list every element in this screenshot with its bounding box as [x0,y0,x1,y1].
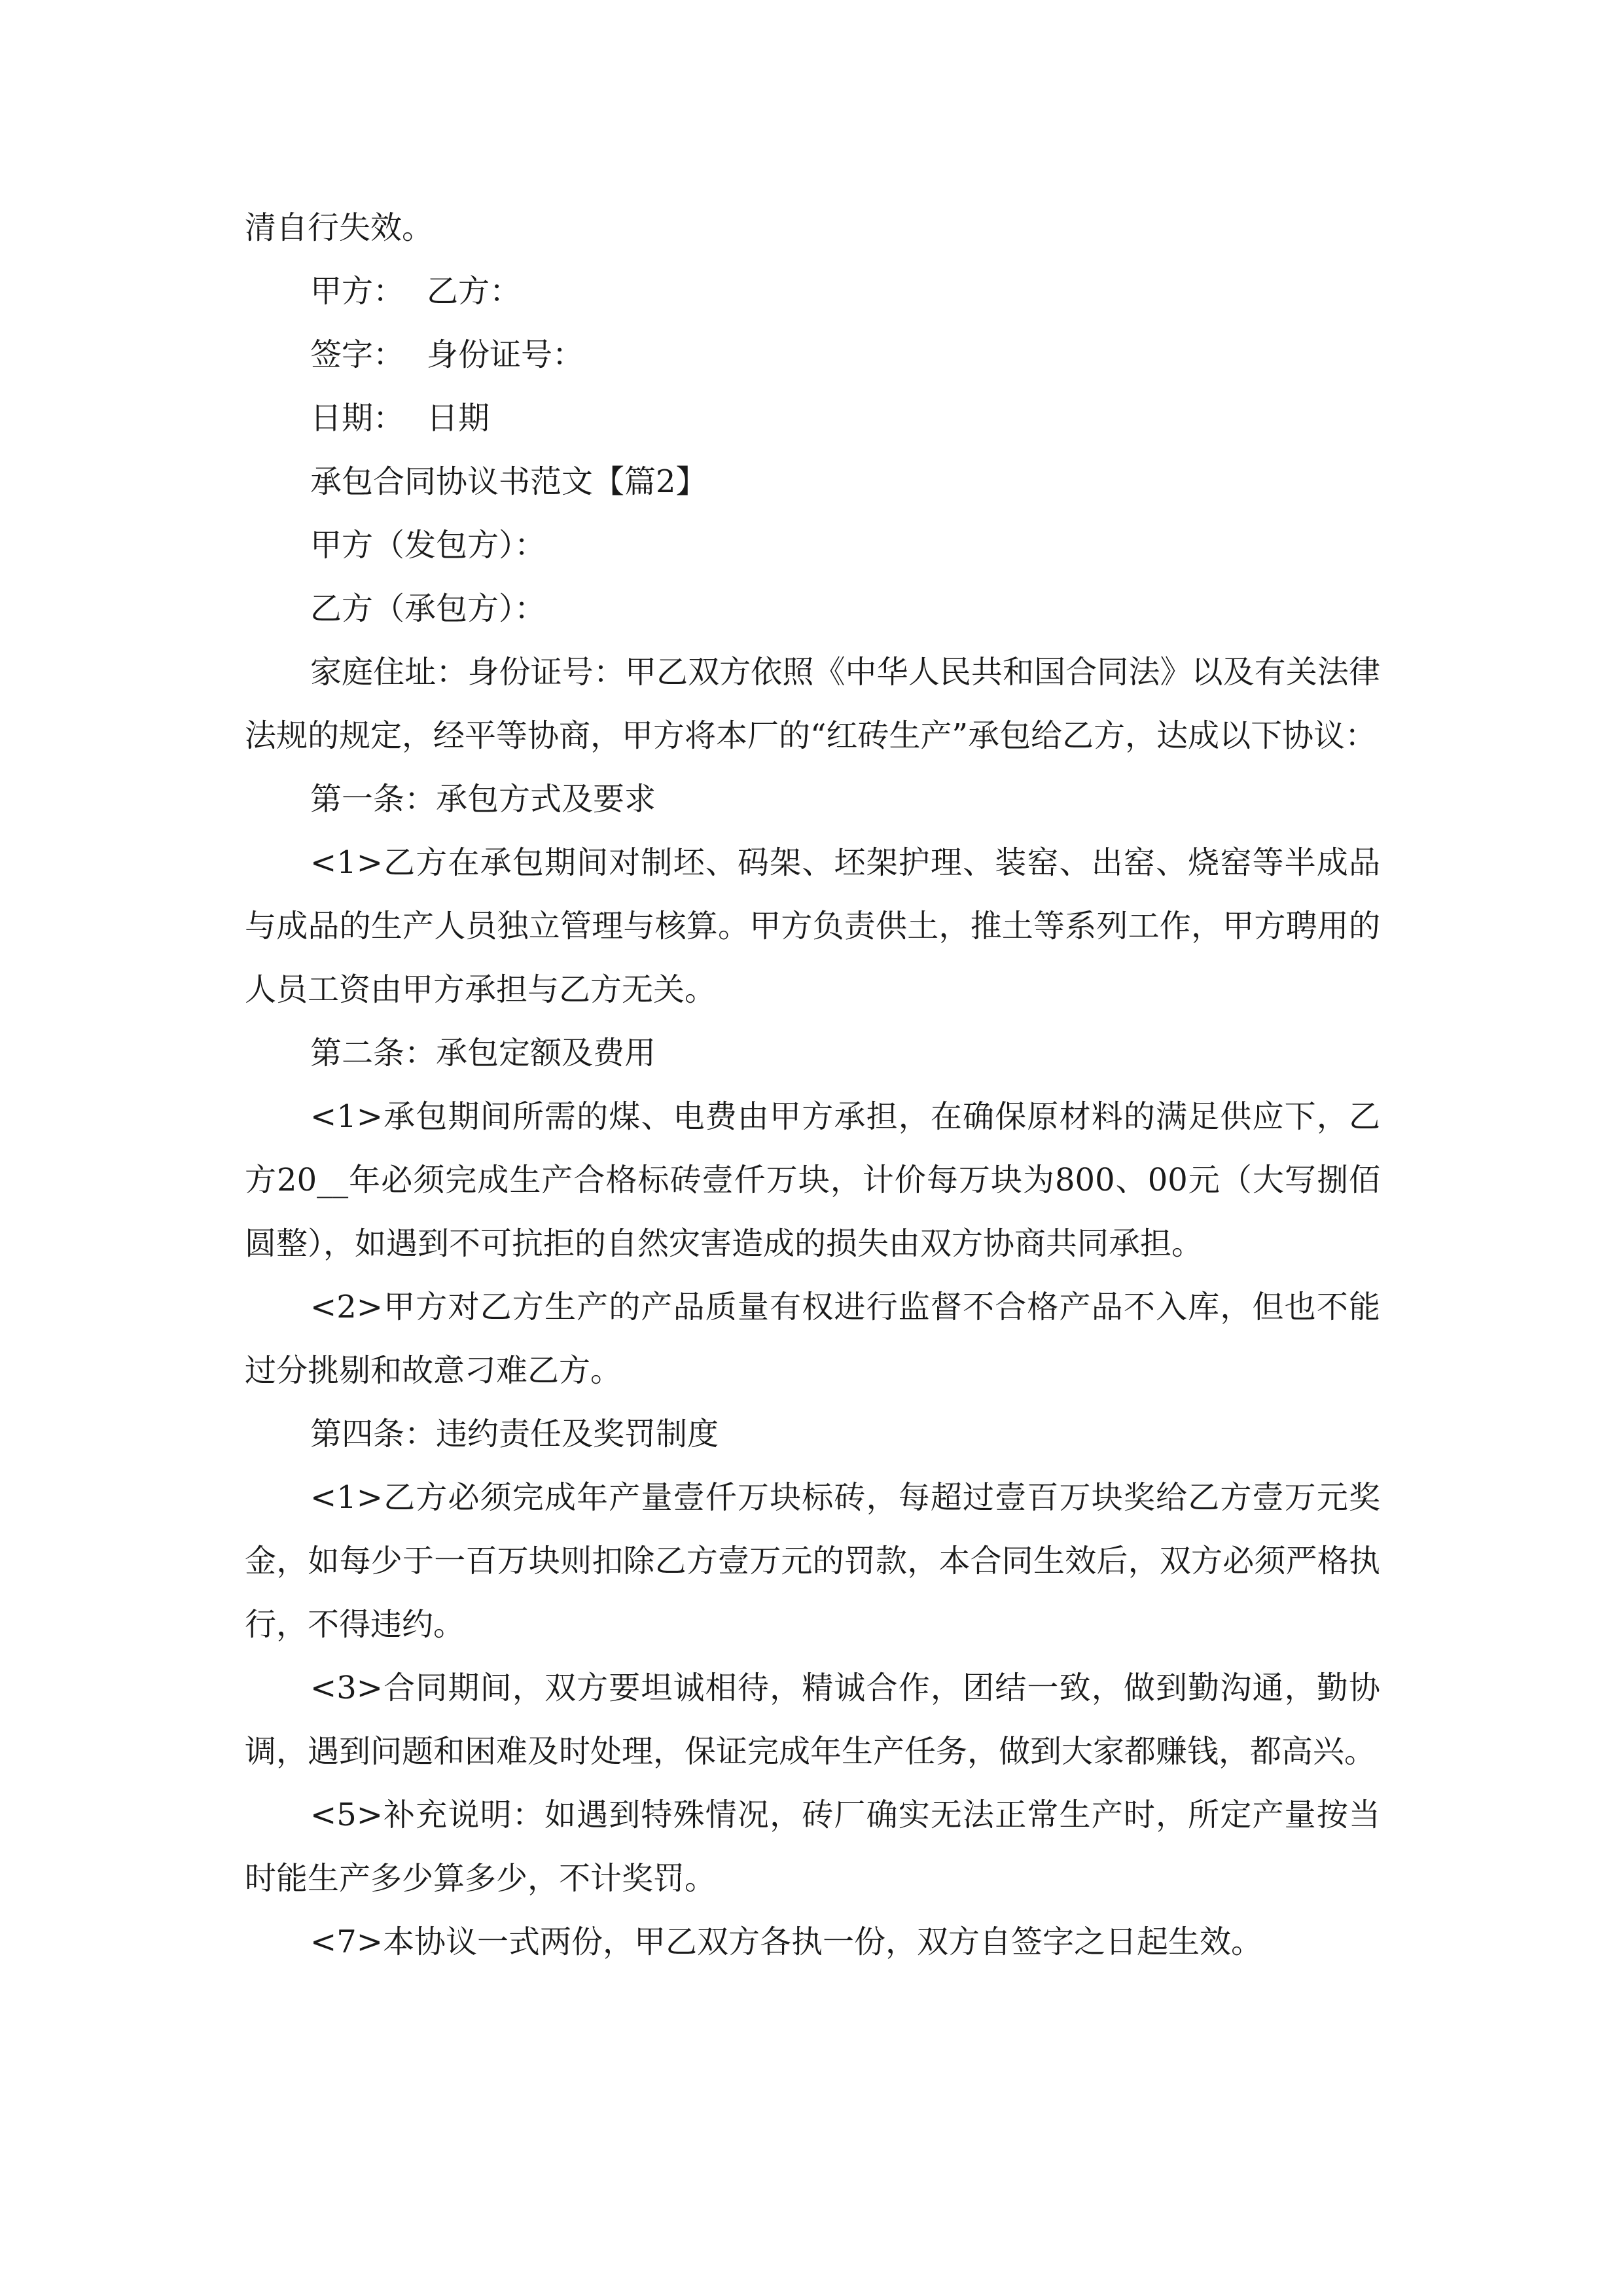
date-label-b: 日期 [427,400,490,437]
article-heading: 第一条：承包方式及要求 [310,781,656,817]
party-b-sign-label: 乙方： [427,273,522,310]
signature-row-sign [245,323,1380,387]
article-heading: 第二条：承包定额及费用 [310,1035,656,1071]
signature-row-parties [245,260,1380,323]
clause-paragraph: <1>乙方必须完成年产量壹仟万块标砖，每超过壹百万块奖给乙方壹万元奖金，如每少于一百万块则扣除乙方壹万元的罚款，本合同生效后，双方必须严格执行，不得违约。 [245,1479,1380,1643]
section-title: 承包合同协议书范文【篇2】 [310,463,707,500]
sign-label: 签字： [310,336,405,373]
id-number-label: 身份证号： [427,336,584,373]
article-heading: 第四条：违约责任及奖罚制度 [310,1416,719,1452]
clause-paragraph: <1>乙方在承包期间对制坯、码架、坯架护理、装窑、出窑、烧窑等半成品与成品的生产人员独立管理与核算。甲方负责供土，推土等系列工作，甲方聘用的人员工资由甲方承担与乙方无关。 [245,844,1380,1008]
intro-paragraph: 家庭住址：身份证号：甲乙双方依照《中华人民共和国合同法》以及有关法律法规的规定，经平等协商，甲方将本厂的“红砖生产”承包给乙方，达成以下协议： [245,654,1380,754]
document-body [245,196,1380,1974]
continuation-text: 清自行失效。 [245,209,434,246]
signature-row-date [245,387,1380,450]
clause-paragraph: <1>承包期间所需的煤、电费由甲方承担，在确保原材料的满足供应下，乙方20__年必须完成生产合格标砖壹仟万块，计价每万块为800、00元（大写捌佰圆整），如遇到不可抗拒的自然灾害造成的损失由双方协商共同承担。 [245,1098,1380,1262]
clause-paragraph: <5>补充说明：如遇到特殊情况，砖厂确实无法正常生产时，所定产量按当时能生产多少算多少，不计奖罚。 [245,1797,1380,1897]
clause-paragraph: <7>本协议一式两份，甲乙双方各执一份，双方自签字之日起生效。 [310,1924,1262,1960]
party-a-line: 甲方（发包方）： [310,527,546,564]
party-a-sign-label: 甲方： [310,273,405,310]
party-b-line: 乙方（承包方）： [310,590,546,627]
clause-paragraph: <2>甲方对乙方生产的产品质量有权进行监督不合格产品不入库，但也不能过分挑剔和故意刁难乙方。 [245,1289,1380,1389]
date-label-a: 日期： [310,400,405,437]
clause-paragraph: <3>合同期间，双方要坦诚相待，精诚合作，团结一致，做到勤沟通，勤协调，遇到问题和困难及时处理，保证完成年生产任务，做到大家都赚钱，都高兴。 [245,1670,1380,1770]
